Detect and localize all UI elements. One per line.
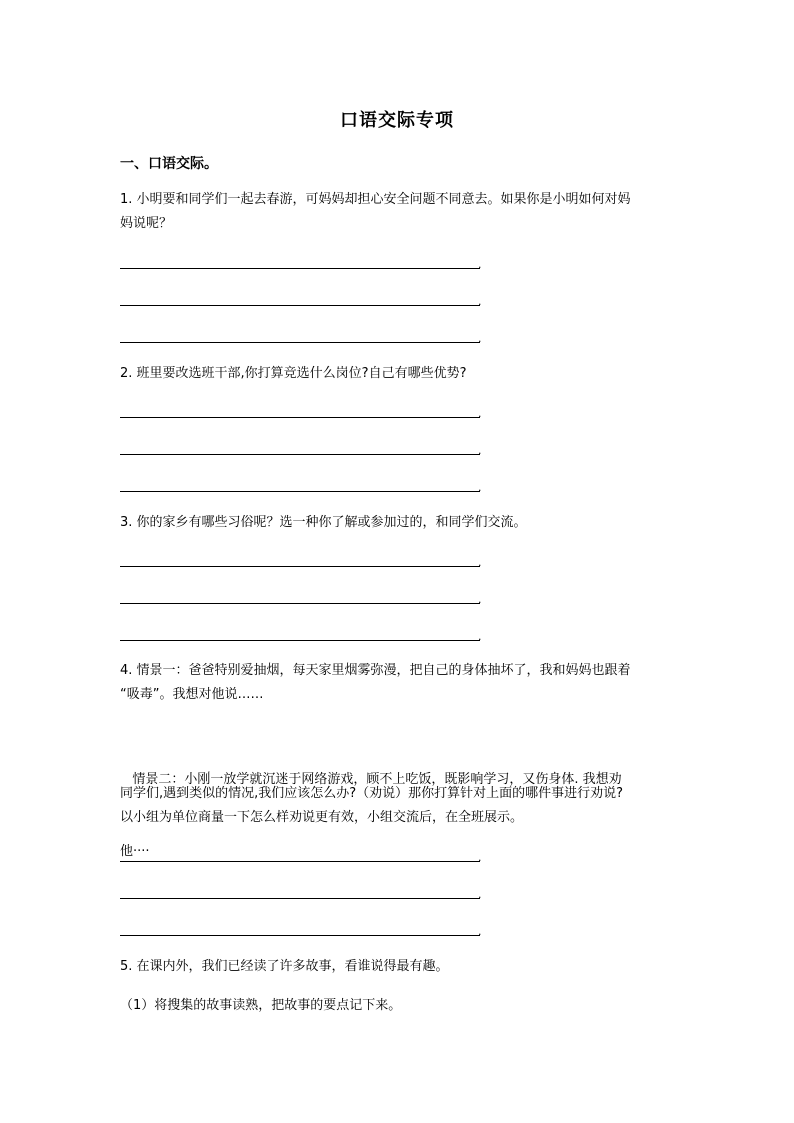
question-5-sub-1-text: （1）将搜集的故事读熟，把故事的要点记下来。 xyxy=(120,998,402,1013)
question-2-line-1: 2. 班里要改选班干部,你打算竞选什么岗位?自己有哪些优势? xyxy=(120,366,467,381)
page-title: 口语交际专项 xyxy=(340,110,454,131)
line-end-mark: . xyxy=(478,407,482,420)
question-3-line-1: 3. 你的家乡有哪些习俗呢？选一种你了解或参加过的，和同学们交流。 xyxy=(120,515,527,530)
question-1-line-1: 1. 小明要和同学们一起去春游，可妈妈却担心安全问题不同意去。如果你是小明如何对妈 xyxy=(120,192,631,207)
answer-line[interactable] xyxy=(120,417,480,418)
question-4-scene-1 xyxy=(120,659,680,707)
answer-line[interactable] xyxy=(120,454,480,455)
answer-line[interactable] xyxy=(120,342,480,343)
prompt-line-1: 同学们,遇到类似的情况,我们应该怎么办?（劝说）那你打算针对上面的哪件事进行劝说? xyxy=(120,786,624,801)
question-1 xyxy=(120,188,680,236)
prompt-line-2: 以小组为单位商量一下怎么样劝说更有效，小组交流后，在全班展示。 xyxy=(120,810,524,825)
answer-line[interactable] xyxy=(120,603,480,604)
question-2 xyxy=(120,362,680,386)
answer-line[interactable] xyxy=(120,898,480,899)
scene-1-line-2: “吸毒”。我想对他说…… xyxy=(120,687,264,702)
line-end-mark: . xyxy=(478,630,482,643)
line-end-mark: . xyxy=(478,888,482,901)
question-5-line-1: 5. 在课内外，我们已经读了许多故事，看谁说得最有趣。 xyxy=(120,959,449,974)
answer-line[interactable] xyxy=(120,566,480,567)
line-end-mark: . xyxy=(478,556,482,569)
answer-line[interactable] xyxy=(120,305,480,306)
answer-line[interactable] xyxy=(120,268,480,269)
question-5 xyxy=(120,955,680,979)
scene-1-line-1: 4. 情景一：爸爸特别爱抽烟，每天家里烟雾弥漫，把自己的身体抽坏了，我和妈妈也跟着 xyxy=(120,663,631,678)
line-end-mark: . xyxy=(478,444,482,457)
line-end-mark: . xyxy=(478,295,482,308)
question-4-prompt xyxy=(120,782,680,830)
question-1-line-2: 妈说呢？ xyxy=(120,216,173,231)
answer-line[interactable] xyxy=(120,935,480,936)
line-end-mark: . xyxy=(478,258,482,271)
line-end-mark: . xyxy=(478,925,482,938)
section-heading: 一、口语交际。 xyxy=(120,156,218,172)
answer-line[interactable] xyxy=(120,491,480,492)
answer-line[interactable] xyxy=(120,861,480,862)
line-end-mark: . xyxy=(478,593,482,606)
scene-2-line-1: 情景二：小刚一放学就沉迷于网络游戏，顾不上吃饭，既影响学习，又伤身体. 我想劝 xyxy=(120,772,622,787)
answer-line[interactable] xyxy=(120,640,480,641)
line-end-mark: . xyxy=(478,332,482,345)
line-end-mark: . xyxy=(478,851,482,864)
question-3 xyxy=(120,511,680,535)
question-5-sub-1 xyxy=(120,994,680,1018)
line-end-mark: . xyxy=(478,481,482,494)
scene-2-line-2: 他···· xyxy=(120,844,150,859)
